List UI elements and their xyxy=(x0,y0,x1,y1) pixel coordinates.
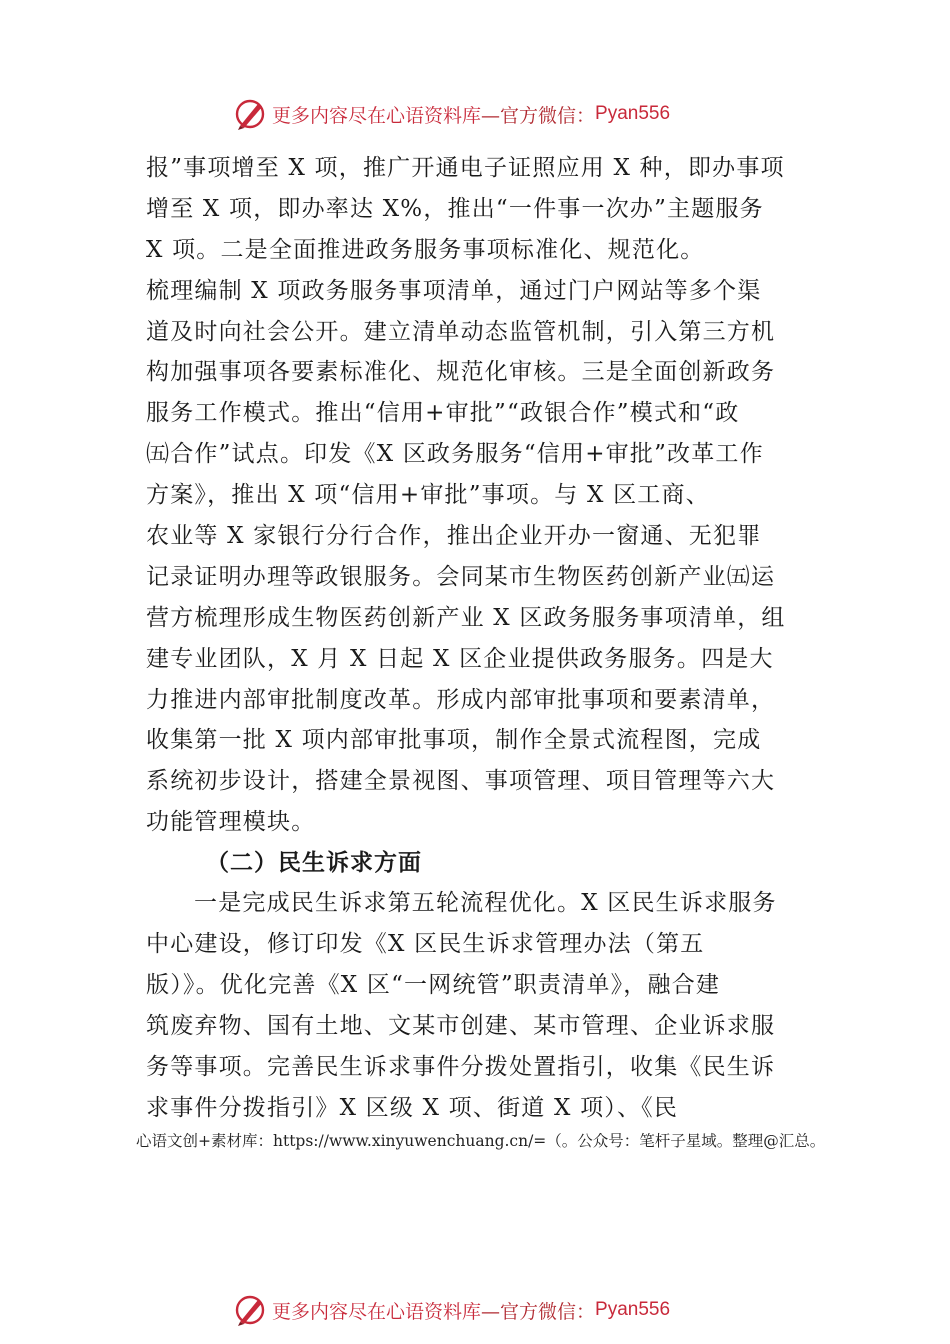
text-line: 收集第一批 X 项内部审批事项，制作全景式流程图，完成 xyxy=(146,727,762,754)
footer-banner xyxy=(232,1290,670,1330)
banner-title: 更多内容尽在心语资料库 xyxy=(272,1300,482,1323)
body-text xyxy=(146,148,822,1128)
text-line: ㈤合作”试点。印发《X 区政务服务“信用+审批”改革工作 xyxy=(146,441,764,468)
text-line: 道及时向社会公开。建立清单动态监管机制，引入第三方机 xyxy=(146,318,776,345)
text-line: 功能管理模块。 xyxy=(146,809,316,836)
text-line: 增至 X 项，即办率达 X%，推出“一件事一次办”主题服务 xyxy=(146,195,764,222)
text-line: 版）》。优化完善《X 区“一网统管”职责清单》，融合建 xyxy=(146,971,721,998)
text-line: 报”事项增至 X 项，推广开通电子证照应用 X 种，即办事项 xyxy=(146,155,785,181)
pen-logo-icon xyxy=(232,1292,268,1328)
banner-title: 更多内容尽在心语资料库 xyxy=(272,104,482,127)
pen-logo-icon xyxy=(232,96,268,132)
text-line: 求事件分拨指引》X 区级 X 项、街道 X 项）、《民 xyxy=(146,1094,679,1121)
text-line: 记录证明办理等政银服务。会同某市生物医药创新产业㈤运 xyxy=(146,563,776,590)
text-line: 营方梳理形成生物医药创新产业 X 区政务服务事项清单，组 xyxy=(146,604,786,631)
text-line: 建专业团队，X 月 X 日起 X 区企业提供政务服务。四是大 xyxy=(146,645,774,672)
text-line: 务等事项。完善民生诉求事件分拨处置指引，收集《民生诉 xyxy=(146,1053,776,1080)
section-heading: （二）民生诉求方面 xyxy=(206,849,422,877)
text-line: 农业等 X 家银行分行合作，推出企业开办一窗通、无犯罪 xyxy=(146,523,762,550)
text-line: 一是完成民生诉求第五轮流程优化。X 区民生诉求服务 xyxy=(194,890,777,917)
banner-wechat-id: Pyan556 xyxy=(595,1299,671,1320)
text-line: 构加强事项各要素标准化、规范化审核。三是全面创新政务 xyxy=(146,359,776,386)
text-line: 系统初步设计，搭建全景视图、事项管理、项目管理等六大 xyxy=(146,768,776,795)
text-line: 方案》，推出 X 项“信用+审批”事项。与 X 区工商、 xyxy=(146,482,710,509)
text-line: 服务工作模式。推出“信用+审批”“政银合作”模式和“政 xyxy=(146,400,740,427)
banner-subtitle: —官方微信： xyxy=(481,104,596,127)
text-line: 筑废弃物、国有土地、文某市创建、某市管理、企业诉求服 xyxy=(146,1012,776,1039)
text-line: X 项。二是全面推进政务服务事项标准化、规范化。 xyxy=(146,236,705,263)
header-banner xyxy=(232,94,670,134)
text-line: 力推进内部审批制度改革。形成内部审批事项和要素清单， xyxy=(146,686,776,713)
text-line: 梳理编制 X 项政务服务事项清单，通过门户网站等多个渠 xyxy=(146,277,762,304)
banner-wechat-id: Pyan556 xyxy=(595,103,671,124)
banner-subtitle: —官方微信： xyxy=(481,1300,596,1323)
text-line: 中心建设，修订印发《X 区民生诉求管理办法（第五 xyxy=(146,931,705,958)
source-note: 心语文创+素材库：https://www.xinyuwenchuang.cn/=（。公众号：笔杆子星域。整理@汇总。 xyxy=(136,1132,826,1150)
